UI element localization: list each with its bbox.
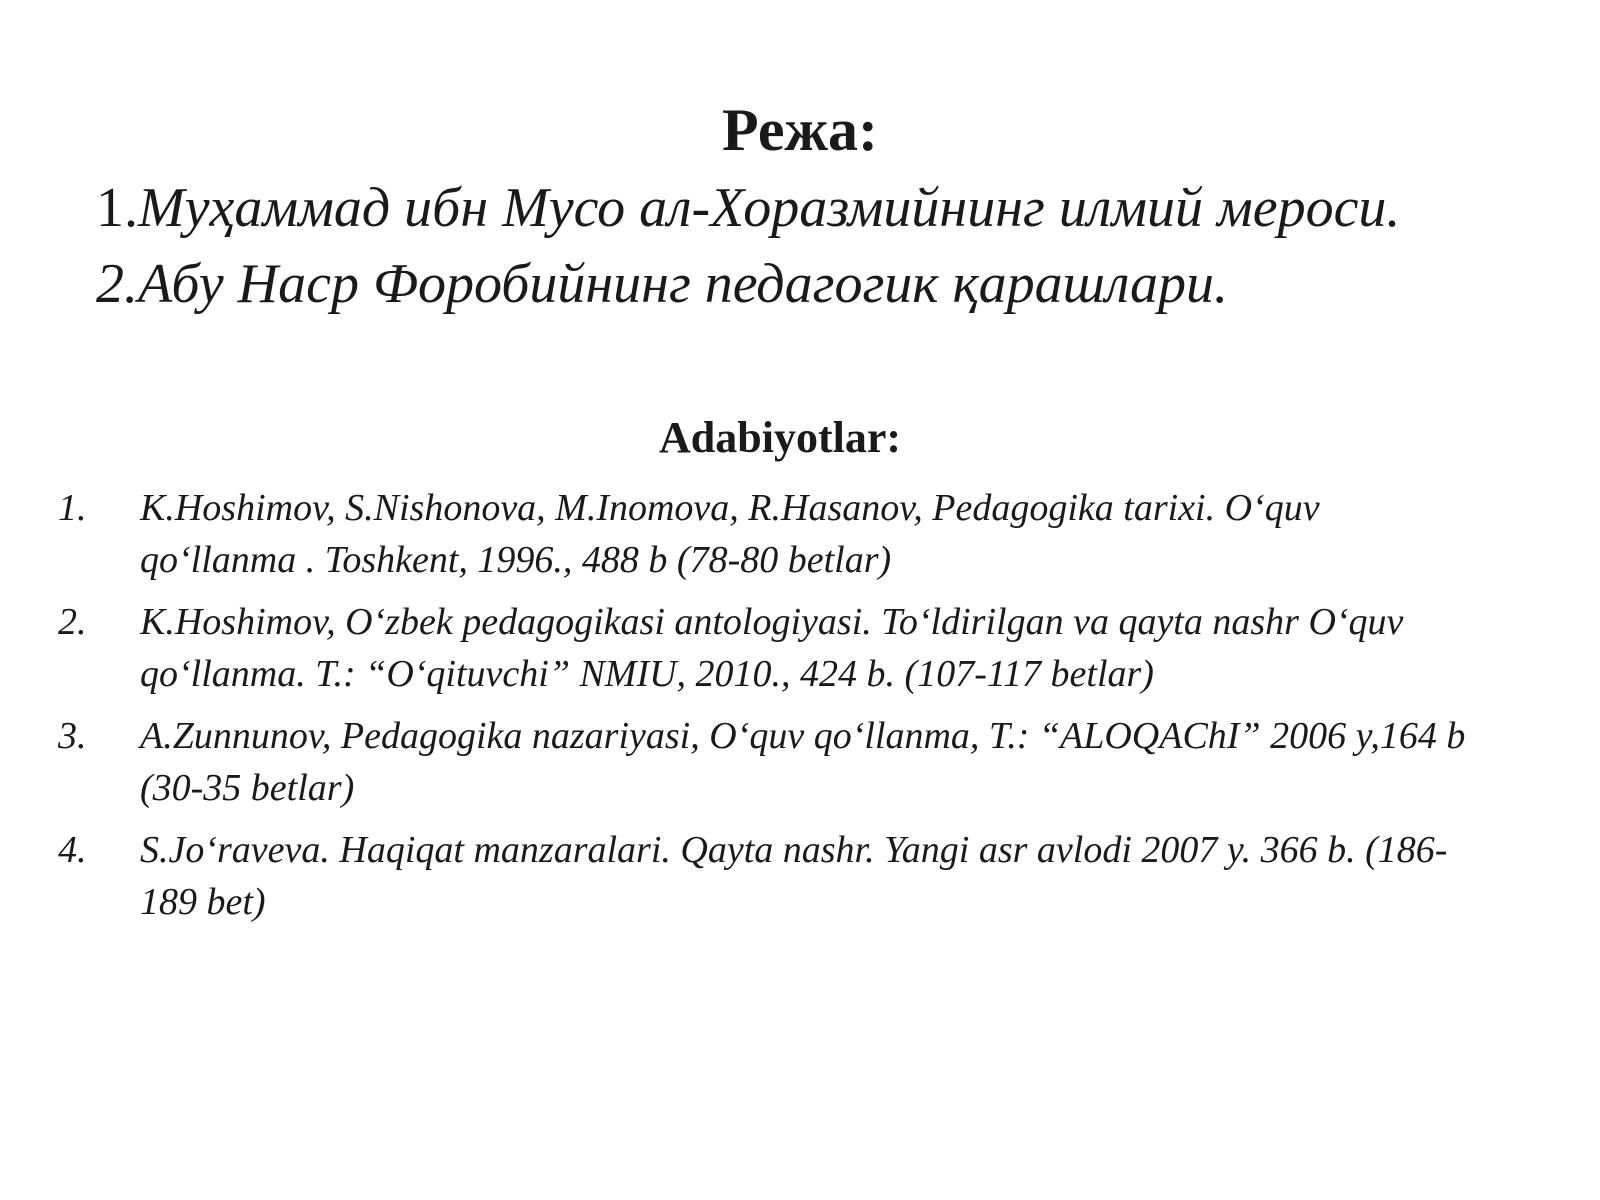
literature-item-number: 3. [58, 715, 87, 757]
literature-item-number: 2. [58, 601, 87, 643]
plan-item-text: Муҳаммад ибн Мусо ал-Хоразмийнинг илмий мероси. [138, 177, 1401, 239]
literature-item-text: K.Hoshimov, O‘zbek pedagogikasi antologiyasi. To‘ldirilgan va qayta nashr O‘quv qo‘llanma. T.: “O‘qituvchi” NMIU, 2010., 424 b. (107-117 betlar) [140, 601, 1404, 695]
literature-item-text: S.Jo‘raveva. Haqiqat manzaralari. Qayta nashr. Yangi asr avlodi 2007 y. 366 b. (186-189 bet) [140, 829, 1448, 923]
literature-item-text: A.Zunnunov, Pedagogika nazariyasi, O‘quv qo‘llanma, T.: “ALOQAChI” 2006 y,164 b (30-35 betlar) [140, 715, 1466, 809]
plan-item [96, 246, 1596, 322]
plan-item-number: 1. [96, 177, 138, 239]
plan-list [96, 170, 1596, 322]
literature-item [58, 482, 1478, 586]
literature-item [58, 824, 1478, 928]
literature-item-text: K.Hoshimov, S.Nishonova, M.Inomova, R.Hasanov, Pedagogika tarixi. O‘quv qo‘llanma . Toshkent, 1996., 488 b (78-80 betlar) [140, 487, 1320, 581]
literature-item-number: 4. [58, 829, 87, 871]
literature-item [58, 596, 1478, 700]
literature-title: Adabiyotlar: [659, 413, 901, 462]
plan-item-number: 2. [96, 253, 138, 315]
literature-item-number: 1. [58, 487, 87, 529]
literature-item [58, 710, 1478, 814]
plan-item-text: Абу Наср Форобийнинг педагогик қарашлари. [138, 253, 1229, 315]
literature-list [58, 482, 1478, 938]
plan-title: Режа: [722, 97, 878, 163]
plan-item [96, 170, 1596, 246]
